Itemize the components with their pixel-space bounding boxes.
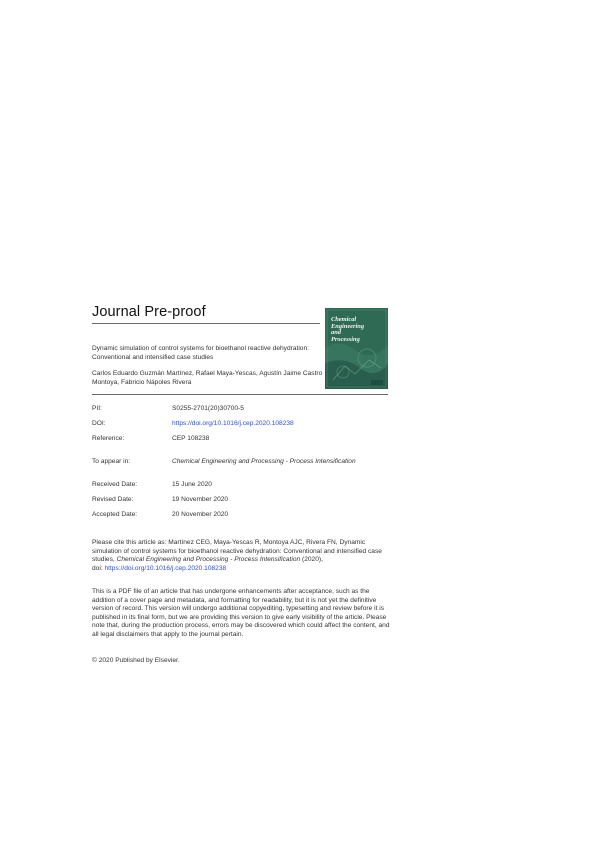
doi-link[interactable]: https://doi.org/10.1016/j.cep.2020.108238 [172,420,294,427]
reference-value: CEP 108238 [172,435,210,442]
received-value: 15 June 2020 [172,481,212,488]
revised-value: 19 November 2020 [172,496,229,503]
citation-text: Please cite this article as: Martínez CEG, Maya-Yescas R, Montoya AJC, Rivera FN, Dynamic simulation of control systems for bioethanol reactive dehydration: Conventional and intensified case studies, [92,539,382,564]
citation-year: (2020), [300,556,323,564]
received-label: Received Date: [92,481,138,488]
section-rule [92,394,388,395]
article-title: Dynamic simulation of control systems for bioethanol reactive dehydration: Conventional and intensified case studies [92,345,309,361]
citation-doi-link[interactable]: https://doi.org/10.1016/j.cep.2020.108238 [104,564,227,572]
cover-title-line: Chemical [331,316,357,323]
appear-value: Chemical Engineering and Processing - Process Intensification [172,458,356,465]
accepted-value: 20 November 2020 [172,511,229,518]
cover-title [331,317,387,343]
pii-label: PII: [92,405,102,412]
appear-label: To appear in: [92,458,131,465]
citation-doi-prefix: doi: [92,564,105,572]
article-authors: Carlos Eduardo Guzmán Martínez, Rafael Maya-Yescas, Agustín Jaime Castro Montoya, Fabricio Nápoles Rivera [92,370,323,386]
disclaimer-paragraph: This is a PDF file of an article that has undergone enhancements after acceptance, such as the addition of a cover page and metadata, and formatting for readability, but it is not yet the definitive version of record. This version will undergo additional copyediting, typesetting and review before it is published in its final form, but we are providing this version to give early visibility of the article. Please note that, during the production process, errors may be discovered which could affect the content, and all legal disclaimers that apply to the journal pertain. [92,588,390,638]
copyright-text: © 2020 Published by Elsevier. [92,657,180,664]
accepted-label: Accepted Date: [92,511,138,518]
revised-label: Revised Date: [92,496,134,503]
cover-title-line: Processing [331,335,360,343]
journal-cover-image [325,308,388,389]
citation-paragraph [92,539,392,573]
heading-rule [92,323,320,324]
doi-label: DOI: [92,420,106,427]
reference-label: Reference: [92,435,125,442]
pii-value: S0255-2701(20)30700-5 [172,405,244,412]
cover-title-line: Engineering [331,322,365,330]
citation-journal: Chemical Engineering and Processing - Process Intensification [116,556,301,564]
cover-title-line: and [331,329,341,337]
page-heading: Journal Pre-proof [92,304,206,320]
